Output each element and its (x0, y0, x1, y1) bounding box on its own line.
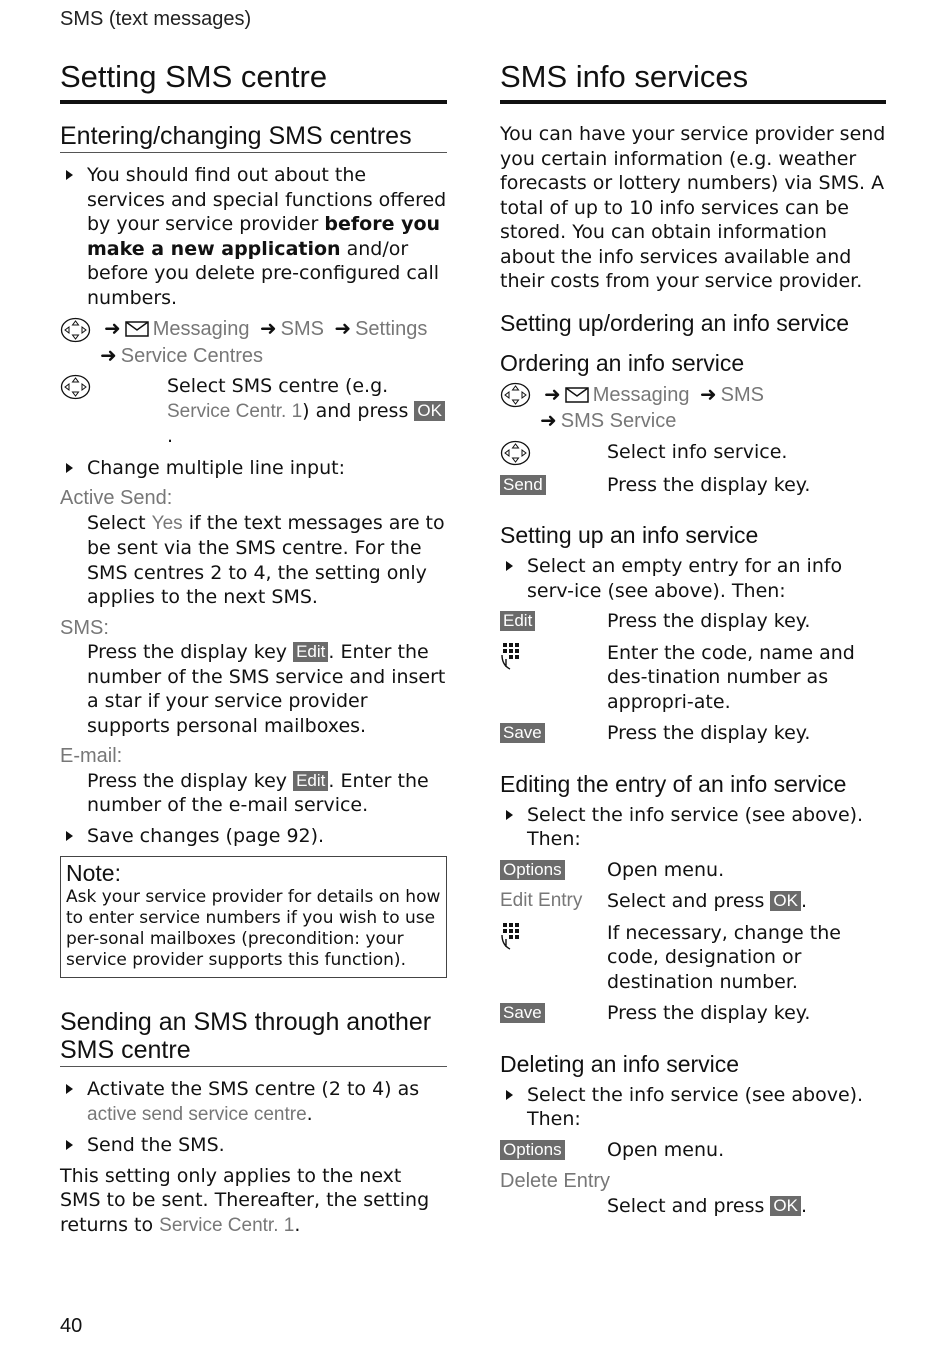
step-change-code: If necessary, change the code, designation or destination number. (500, 921, 886, 995)
keypad-icon (500, 921, 607, 995)
step-save: Save Press the display key. (500, 721, 886, 746)
ok-key: OK (770, 891, 801, 911)
step-save: Save Press the display key. (500, 1001, 886, 1026)
ok-key: OK (770, 1196, 801, 1216)
edit-key: Edit (293, 642, 328, 662)
menu-messaging: Messaging (152, 318, 250, 340)
menu-delete-entry: Delete Entry (500, 1170, 611, 1192)
step-edit: Edit Press the display key. (500, 609, 886, 634)
menu-path-settings: ➜ Messaging ➜ SMS ➜ Settings ➜ Service Centres (60, 316, 447, 368)
bullet-save-changes: Save changes (page 92). (60, 824, 447, 849)
section-title-info-services: SMS info services (500, 58, 886, 104)
keypad-icon (500, 641, 607, 715)
control-key-icon (500, 382, 531, 409)
heading-editing: Editing the entry of an info service (500, 770, 847, 797)
menu-path-sms-service: ➜ Messaging ➜ SMS ➜ SMS Service (500, 382, 886, 434)
menu-sms: SMS (720, 383, 764, 406)
heading-setup-ordering: Setting up/ordering an info service (500, 309, 850, 336)
bullet-change-input: Change multiple line input: (60, 456, 447, 481)
page-number: 40 (60, 1315, 83, 1337)
options-key: Options (500, 860, 565, 880)
label-active-send: Active Send: (60, 487, 173, 509)
ok-key: OK (414, 401, 445, 421)
right-column (500, 58, 886, 1225)
menu-messaging: Messaging (592, 383, 690, 406)
intro-paragraph: You can have your service provider send you certain information (e.g. weather forecasts or lottery numbers) via SMS. A total of up to 10 info services can be stored. You can obtain information about the info services available and their costs from your service provider. (500, 123, 886, 292)
control-key-icon (60, 374, 167, 449)
step-select-centre: Select SMS centre (e.g. Service Centr. 1) and press OK. (60, 374, 447, 449)
bullet-send-sms: Send the SMS. (60, 1133, 447, 1158)
menu-sms-service: SMS Service (560, 410, 677, 432)
text-active-send: Select Yes if the text messages are to be sent via the SMS centre. For the SMS centres 2 to 4, the setting only applies to the next SMS. (87, 511, 445, 608)
bullet-select-info-delete: Select the info service (see above). Then: (500, 1083, 886, 1132)
note-title: Note: (66, 860, 121, 886)
edit-key: Edit (293, 771, 328, 791)
text-sms: Press the display key Edit . Enter the number of the SMS service and insert a star if your service provider supports personal mailboxes. (87, 641, 446, 737)
bullet-select-info: Select the info service (see above). Then: (500, 803, 886, 852)
control-key-icon (500, 440, 607, 466)
options-key: Options (500, 1140, 565, 1160)
send-key: Send (500, 475, 546, 495)
heading-setting-up: Setting up an info service (500, 522, 759, 548)
heading-sending-another-centre: Sending an SMS through another SMS centre (60, 1008, 447, 1067)
step-select-info-service: Select info service. (500, 440, 886, 466)
save-key: Save (500, 723, 545, 743)
heading-deleting: Deleting an info service (500, 1050, 740, 1077)
note-body: Ask your service provider for details on how to enter service numbers if you wish to use per-sonal mailboxes (precondition: your service provider supports this function). (66, 887, 441, 970)
step-send: Send Press the display key. (500, 473, 886, 498)
menu-edit-entry: Edit Entry (500, 890, 583, 911)
save-key: Save (500, 1003, 545, 1023)
bullet-activate-centre: Activate the SMS centre (2 to 4) as active send service centre. (60, 1077, 447, 1127)
note-box (60, 856, 447, 978)
envelope-icon (125, 318, 149, 343)
left-column (60, 58, 447, 1238)
step-enter-code: Enter the code, name and des-tination number as appropri-ate. (500, 641, 886, 715)
heading-entering-sms-centres: Entering/changing SMS centres (60, 122, 447, 153)
label-email: E-mail: (60, 745, 123, 767)
para-setting-applies: This setting only applies to the next SMS to be sent. Thereafter, the setting returns to Service Centr. 1. (60, 1164, 430, 1236)
label-sms: SMS: (60, 616, 109, 639)
control-key-icon (60, 316, 91, 343)
section-title-sms-centre: Setting SMS centre (60, 58, 447, 104)
step-delete-select: Select and press OK . (607, 1194, 808, 1217)
envelope-icon (565, 384, 589, 409)
menu-settings: Settings (355, 318, 428, 340)
page-header: SMS (text messages) (60, 8, 252, 30)
heading-ordering: Ordering an info service (500, 349, 745, 376)
bullet-find-out: You should find out about the services and special functions offered by your service provider before you make a new application and/or before you delete pre-configured call numbers. (60, 163, 447, 310)
menu-service-centres: Service Centres (120, 344, 264, 367)
edit-key: Edit (500, 611, 535, 631)
text-email: Press the display key Edit . Enter the number of the e-mail service. (87, 769, 429, 816)
step-edit-entry: Edit Entry Select and press OK . (500, 890, 808, 912)
step-options: Options Open menu. (500, 858, 886, 883)
bullet-select-empty: Select an empty entry for an info serv-ice (see above). Then: (500, 554, 886, 603)
step-options: Options Open menu. (500, 1138, 886, 1163)
menu-sms: SMS (280, 318, 324, 340)
